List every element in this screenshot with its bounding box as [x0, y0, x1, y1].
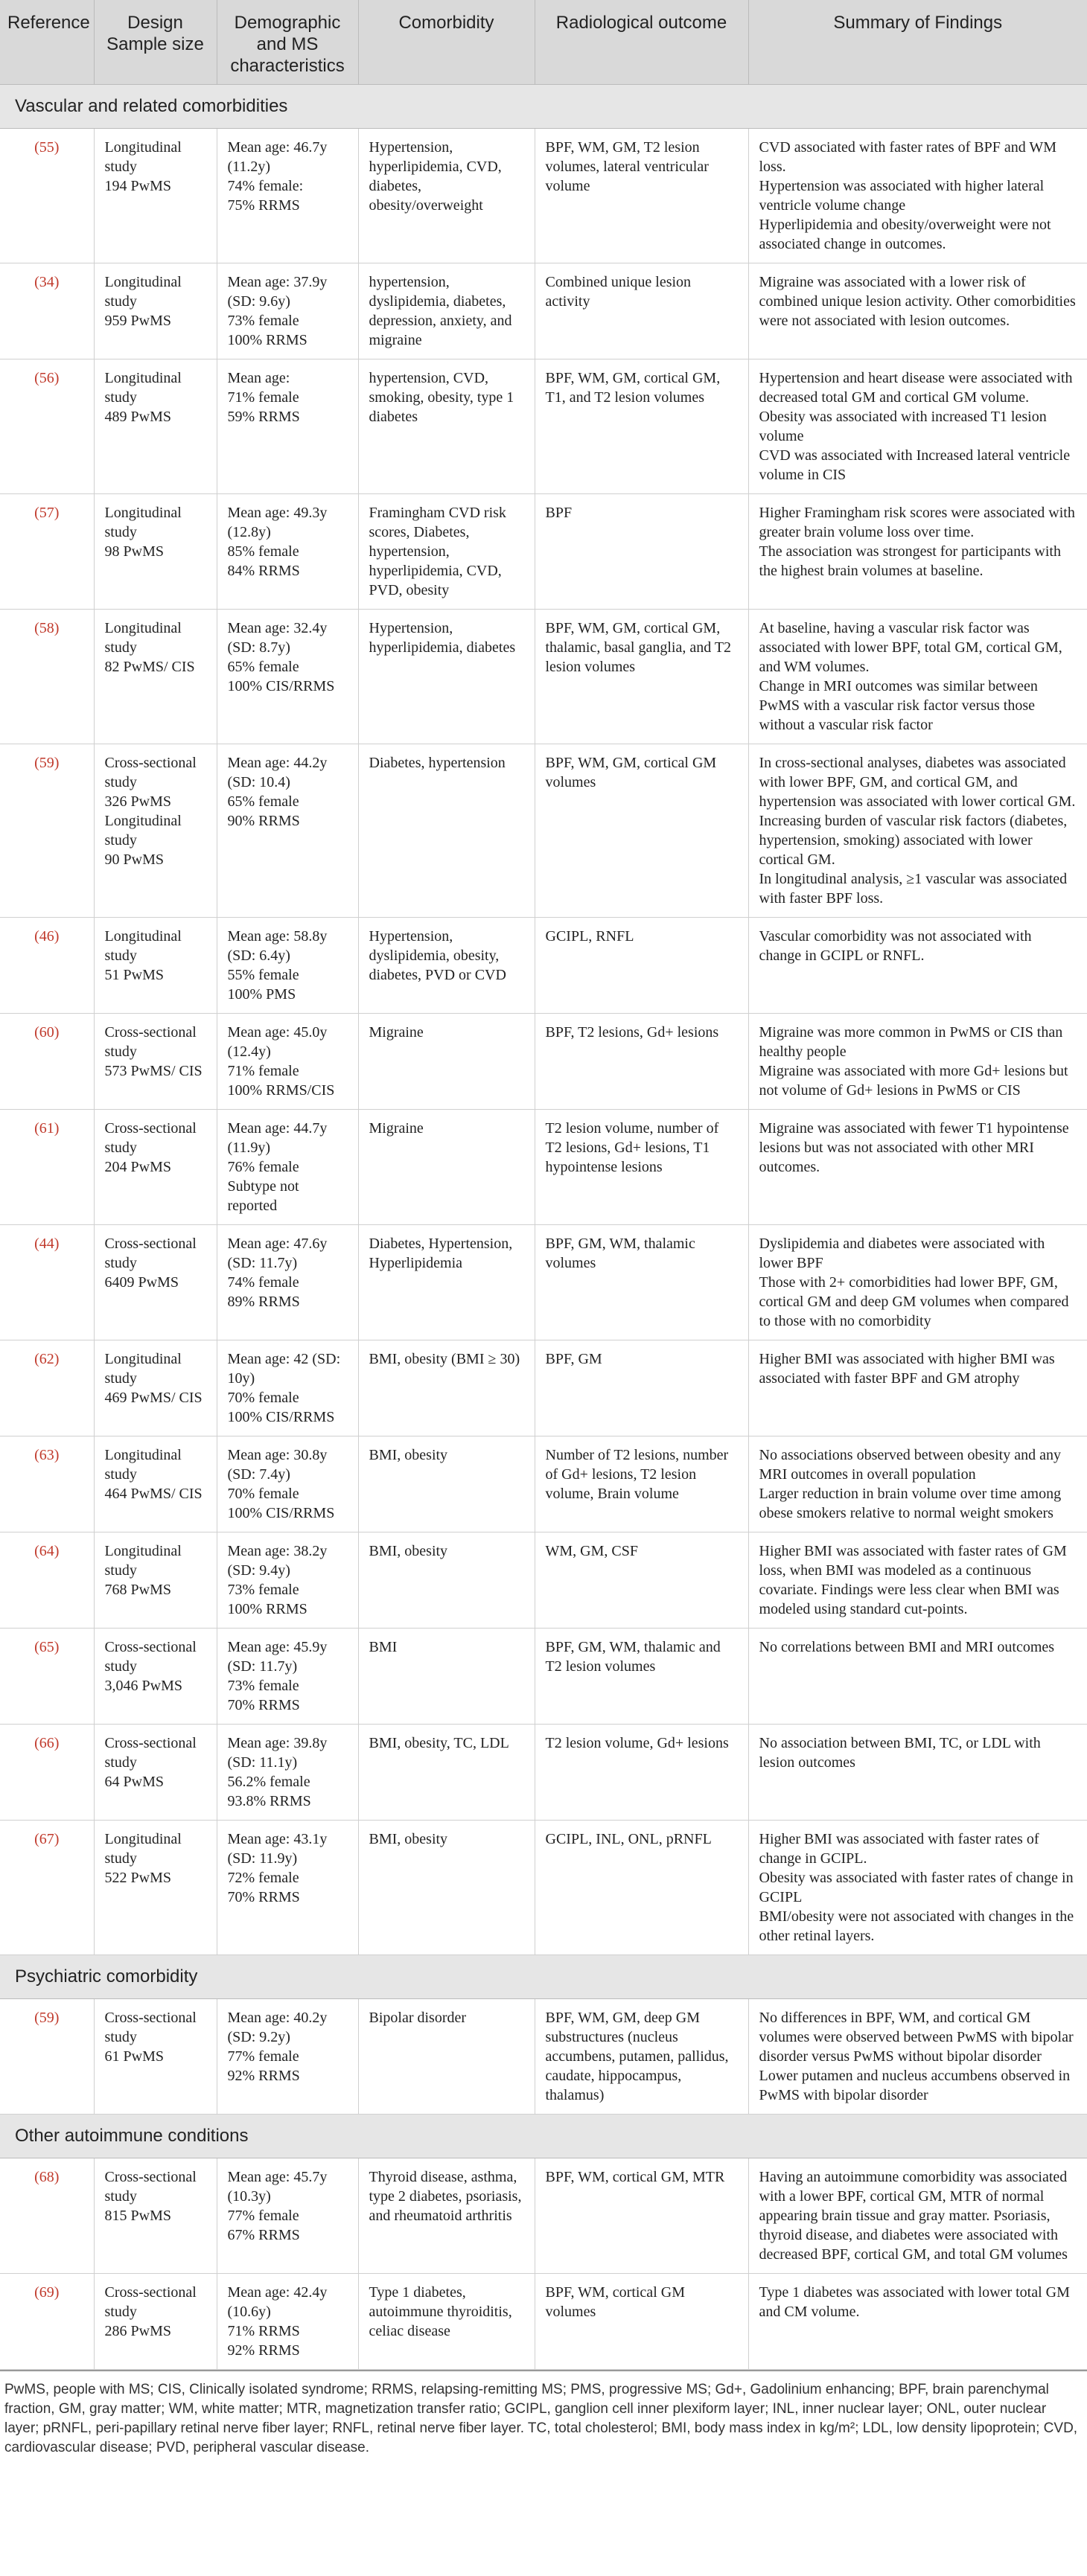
design-cell: Cross-sectional study 573 PwMS/ CIS	[94, 1014, 217, 1110]
demographics-cell: Mean age: 47.6y (SD: 11.7y) 74% female 89% RRMS	[217, 1225, 358, 1340]
reference-cell: (55)	[0, 129, 94, 263]
reference-cell: (66)	[0, 1725, 94, 1821]
header-comorbidity: Comorbidity	[358, 0, 535, 85]
reference-cell: (67)	[0, 1821, 94, 1955]
outcome-cell: WM, GM, CSF	[535, 1533, 748, 1629]
design-cell: Longitudinal study 464 PwMS/ CIS	[94, 1436, 217, 1533]
table-row	[0, 1533, 1087, 1629]
summary-cell: No correlations between BMI and MRI outcomes	[748, 1629, 1087, 1725]
design-cell: Cross-sectional study 61 PwMS	[94, 1999, 217, 2115]
demographics-cell: Mean age: 45.0y (12.4y) 71% female 100% RRMS/CIS	[217, 1014, 358, 1110]
table-row	[0, 1014, 1087, 1110]
demographics-cell: Mean age: 30.8y (SD: 7.4y) 70% female 100% CIS/RRMS	[217, 1436, 358, 1533]
summary-cell: Higher BMI was associated with higher BMI was associated with faster BPF and GM atrophy	[748, 1340, 1087, 1436]
table-row	[0, 1340, 1087, 1436]
reference-cell: (68)	[0, 2158, 94, 2274]
outcome-cell: GCIPL, INL, ONL, pRNFL	[535, 1821, 748, 1955]
table-footnote: PwMS, people with MS; CIS, Clinically isolated syndrome; RRMS, relapsing-remitting MS; PMS, progressive MS; Gd+, Gadolinium enhancing; BPF, brain parenchymal fraction, GM, gray matter; WM, white matter; MTR, magnetization transfer ratio; GCIPL, ganglion cell inner plexiform layer; INL, inner nuclear layer; ONL, outer nuclear layer; pRNFL, peri-papillary retinal nerve fiber layer; RNFL, retinal nerve fiber layer. TC, total cholesterol; BMI, body mass index in kg/m²; LDL, low density lipoprotein; CVD, cardiovascular disease; PVD, peripheral vascular disease.	[0, 2370, 1087, 2467]
design-cell: Longitudinal study 489 PwMS	[94, 359, 217, 494]
summary-cell: Having an autoimmune comorbidity was associated with a lower BPF, cortical GM, MTR of normal appearing brain tissue and gray matter. Psoriasis, thyroid disease, and diabetes were associated with decreased BPF, cortical GM, and total GM volumes	[748, 2158, 1087, 2274]
reference-cell: (34)	[0, 263, 94, 359]
design-cell: Cross-sectional study 6409 PwMS	[94, 1225, 217, 1340]
design-cell: Longitudinal study 98 PwMS	[94, 494, 217, 610]
table-header-row	[0, 0, 1087, 85]
demographics-cell: Mean age: 38.2y (SD: 9.4y) 73% female 100% RRMS	[217, 1533, 358, 1629]
table-row	[0, 2274, 1087, 2370]
design-cell: Longitudinal study 82 PwMS/ CIS	[94, 610, 217, 744]
summary-cell: In cross-sectional analyses, diabetes was associated with lower BPF, GM, and cortical GM, and hypertension was associated with lower cortical GM. Increasing burden of vascular risk factors (diabetes, hypertension, smoking) associated with lower cortical GM. In longitudinal analysis, ≥1 vascular was associated with faster BPF loss.	[748, 744, 1087, 918]
design-cell: Longitudinal study 51 PwMS	[94, 918, 217, 1014]
design-cell: Cross-sectional study 3,046 PwMS	[94, 1629, 217, 1725]
design-cell: Cross-sectional study 815 PwMS	[94, 2158, 217, 2274]
design-cell: Cross-sectional study 286 PwMS	[94, 2274, 217, 2370]
demographics-cell: Mean age: 58.8y (SD: 6.4y) 55% female 100% PMS	[217, 918, 358, 1014]
reference-cell: (60)	[0, 1014, 94, 1110]
comorbidity-cell: BMI, obesity	[358, 1821, 535, 1955]
demographics-cell: Mean age: 43.1y (SD: 11.9y) 72% female 70% RRMS	[217, 1821, 358, 1955]
header-radiological-outcome: Radiological outcome	[535, 0, 748, 85]
demographics-cell: Mean age: 49.3y (12.8y) 85% female 84% RRMS	[217, 494, 358, 610]
summary-cell: No associations observed between obesity and any MRI outcomes in overall population Larger reduction in brain volume over time among obese smokers relative to normal weight smokers	[748, 1436, 1087, 1533]
section-title: Other autoimmune conditions	[0, 2115, 1087, 2158]
design-cell: Cross-sectional study 326 PwMS Longitudinal study 90 PwMS	[94, 744, 217, 918]
comorbidity-cell: Migraine	[358, 1110, 535, 1225]
comorbidity-cell: Diabetes, hypertension	[358, 744, 535, 918]
reference-cell: (46)	[0, 918, 94, 1014]
demographics-cell: Mean age: 42 (SD: 10y) 70% female 100% CIS/RRMS	[217, 1340, 358, 1436]
outcome-cell: BPF, WM, cortical GM volumes	[535, 2274, 748, 2370]
comorbidity-cell: Hypertension, dyslipidemia, obesity, diabetes, PVD or CVD	[358, 918, 535, 1014]
outcome-cell: T2 lesion volume, Gd+ lesions	[535, 1725, 748, 1821]
reference-cell: (62)	[0, 1340, 94, 1436]
demographics-cell: Mean age: 40.2y (SD: 9.2y) 77% female 92% RRMS	[217, 1999, 358, 2115]
summary-cell: Migraine was more common in PwMS or CIS than healthy people Migraine was associated with more Gd+ lesions but not volume of Gd+ lesions in PwMS or CIS	[748, 1014, 1087, 1110]
design-cell: Longitudinal study 194 PwMS	[94, 129, 217, 263]
reference-cell: (64)	[0, 1533, 94, 1629]
summary-cell: At baseline, having a vascular risk factor was associated with lower BPF, total GM, cortical GM, and WM volumes. Change in MRI outcomes was similar between PwMS with a vascular risk factor versus those without a vascular risk factor	[748, 610, 1087, 744]
table-row	[0, 1725, 1087, 1821]
outcome-cell: BPF, WM, cortical GM, MTR	[535, 2158, 748, 2274]
comorbidity-cell: BMI, obesity	[358, 1436, 535, 1533]
demographics-cell: Mean age: 42.4y (10.6y) 71% RRMS 92% RRMS	[217, 2274, 358, 2370]
demographics-cell: Mean age: 32.4y (SD: 8.7y) 65% female 100% CIS/RRMS	[217, 610, 358, 744]
table-row	[0, 1821, 1087, 1955]
demographics-cell: Mean age: 37.9y (SD: 9.6y) 73% female 100% RRMS	[217, 263, 358, 359]
reference-cell: (56)	[0, 359, 94, 494]
outcome-cell: BPF, GM, WM, thalamic volumes	[535, 1225, 748, 1340]
outcome-cell: BPF, T2 lesions, Gd+ lesions	[535, 1014, 748, 1110]
comorbidity-cell: hypertension, dyslipidemia, diabetes, depression, anxiety, and migraine	[358, 263, 535, 359]
header-summary: Summary of Findings	[748, 0, 1087, 85]
comorbidity-cell: Framingham CVD risk scores, Diabetes, hypertension, hyperlipidemia, CVD, PVD, obesity	[358, 494, 535, 610]
demographics-cell: Mean age: 39.8y (SD: 11.1y) 56.2% female 93.8% RRMS	[217, 1725, 358, 1821]
table-row	[0, 918, 1087, 1014]
comorbidity-cell: BMI, obesity, TC, LDL	[358, 1725, 535, 1821]
comorbidity-cell: Hypertension, hyperlipidemia, diabetes	[358, 610, 535, 744]
summary-cell: No differences in BPF, WM, and cortical GM volumes were observed between PwMS with bipolar disorder versus PwMS without bipolar disorder Lower putamen and nucleus accumbens observed in PwMS with bipolar disorder	[748, 1999, 1087, 2115]
outcome-cell: BPF, GM, WM, thalamic and T2 lesion volumes	[535, 1629, 748, 1725]
summary-cell: CVD associated with faster rates of BPF and WM loss. Hypertension was associated with higher lateral ventricle volume change Hyperlipidemia and obesity/overweight were not associated change in outcomes.	[748, 129, 1087, 263]
demographics-cell: Mean age: 44.7y (11.9y) 76% female Subtype not reported	[217, 1110, 358, 1225]
table-row	[0, 1999, 1087, 2115]
reference-cell: (59)	[0, 1999, 94, 2115]
header-demographics: Demographic and MS characteristics	[217, 0, 358, 85]
comorbidity-cell: Bipolar disorder	[358, 1999, 535, 2115]
outcome-cell: GCIPL, RNFL	[535, 918, 748, 1014]
design-cell: Cross-sectional study 64 PwMS	[94, 1725, 217, 1821]
summary-cell: Higher BMI was associated with faster rates of GM loss, when BMI was modeled as a continuous covariate. Findings were less clear when BMI was modeled using standard cut-points.	[748, 1533, 1087, 1629]
design-cell: Longitudinal study 768 PwMS	[94, 1533, 217, 1629]
summary-cell: Migraine was associated with fewer T1 hypointense lesions but was not associated with other MRI outcomes.	[748, 1110, 1087, 1225]
table-row	[0, 263, 1087, 359]
outcome-cell: BPF	[535, 494, 748, 610]
demographics-cell: Mean age: 45.7y (10.3y) 77% female 67% RRMS	[217, 2158, 358, 2274]
table-body	[0, 85, 1087, 2370]
outcome-cell: BPF, WM, GM, cortical GM, T1, and T2 lesion volumes	[535, 359, 748, 494]
table-row	[0, 610, 1087, 744]
table-row	[0, 744, 1087, 918]
outcome-cell: Number of T2 lesions, number of Gd+ lesions, T2 lesion volume, Brain volume	[535, 1436, 748, 1533]
summary-cell: Higher Framingham risk scores were associated with greater brain volume loss over time. The association was strongest for participants with the highest brain volumes at baseline.	[748, 494, 1087, 610]
header-design: Design Sample size	[94, 0, 217, 85]
design-cell: Longitudinal study 959 PwMS	[94, 263, 217, 359]
table-row	[0, 494, 1087, 610]
demographics-cell: Mean age: 46.7y (11.2y) 74% female: 75% RRMS	[217, 129, 358, 263]
comorbidity-cell: Migraine	[358, 1014, 535, 1110]
reference-cell: (61)	[0, 1110, 94, 1225]
design-cell: Longitudinal study 522 PwMS	[94, 1821, 217, 1955]
summary-cell: Dyslipidemia and diabetes were associated with lower BPF Those with 2+ comorbidities had lower BPF, GM, cortical GM and deep GM volumes when compared to those with no comorbidity	[748, 1225, 1087, 1340]
design-cell: Longitudinal study 469 PwMS/ CIS	[94, 1340, 217, 1436]
reference-cell: (58)	[0, 610, 94, 744]
outcome-cell: BPF, WM, GM, cortical GM, thalamic, basal ganglia, and T2 lesion volumes	[535, 610, 748, 744]
table-row	[0, 129, 1087, 263]
comorbidity-cell: Hypertension, hyperlipidemia, CVD, diabetes, obesity/overweight	[358, 129, 535, 263]
outcome-cell: T2 lesion volume, number of T2 lesions, Gd+ lesions, T1 hypointense lesions	[535, 1110, 748, 1225]
section-header-row	[0, 2115, 1087, 2158]
table-row	[0, 1110, 1087, 1225]
outcome-cell: BPF, WM, GM, T2 lesion volumes, lateral ventricular volume	[535, 129, 748, 263]
header-reference: Reference	[0, 0, 94, 85]
reference-cell: (59)	[0, 744, 94, 918]
table-row	[0, 1436, 1087, 1533]
reference-cell: (63)	[0, 1436, 94, 1533]
outcome-cell: BPF, WM, GM, deep GM substructures (nucleus accumbens, putamen, pallidus, caudate, hippocampus, thalamus)	[535, 1999, 748, 2115]
summary-cell: No association between BMI, TC, or LDL with lesion outcomes	[748, 1725, 1087, 1821]
comorbidity-cell: Type 1 diabetes, autoimmune thyroiditis, celiac disease	[358, 2274, 535, 2370]
outcome-cell: BPF, GM	[535, 1340, 748, 1436]
comorbidity-cell: Diabetes, Hypertension, Hyperlipidemia	[358, 1225, 535, 1340]
comorbidity-cell: BMI, obesity (BMI ≥ 30)	[358, 1340, 535, 1436]
outcome-cell: Combined unique lesion activity	[535, 263, 748, 359]
comorbidity-cell: BMI, obesity	[358, 1533, 535, 1629]
table-row	[0, 359, 1087, 494]
summary-cell: Hypertension and heart disease were associated with decreased total GM and cortical GM volume. Obesity was associated with increased T1 lesion volume CVD was associated with Increased lateral ventricle volume in CIS	[748, 359, 1087, 494]
reference-cell: (57)	[0, 494, 94, 610]
section-title: Vascular and related comorbidities	[0, 85, 1087, 129]
comorbidity-cell: BMI	[358, 1629, 535, 1725]
comorbidity-cell: hypertension, CVD, smoking, obesity, type 1 diabetes	[358, 359, 535, 494]
section-header-row	[0, 1955, 1087, 1999]
summary-cell: Vascular comorbidity was not associated with change in GCIPL or RNFL.	[748, 918, 1087, 1014]
comorbidity-cell: Thyroid disease, asthma, type 2 diabetes, psoriasis, and rheumatoid arthritis	[358, 2158, 535, 2274]
reference-cell: (69)	[0, 2274, 94, 2370]
reference-cell: (65)	[0, 1629, 94, 1725]
outcome-cell: BPF, WM, GM, cortical GM volumes	[535, 744, 748, 918]
summary-cell: Type 1 diabetes was associated with lower total GM and CM volume.	[748, 2274, 1087, 2370]
table-row	[0, 1225, 1087, 1340]
section-title: Psychiatric comorbidity	[0, 1955, 1087, 1999]
table-row	[0, 2158, 1087, 2274]
demographics-cell: Mean age: 71% female 59% RRMS	[217, 359, 358, 494]
summary-cell: Higher BMI was associated with faster rates of change in GCIPL. Obesity was associated with faster rates of change in GCIPL BMI/obesity were not associated with changes in the other retinal layers.	[748, 1821, 1087, 1955]
reference-cell: (44)	[0, 1225, 94, 1340]
summary-cell: Migraine was associated with a lower risk of combined unique lesion activity. Other comorbidities were not associated with lesion outcomes.	[748, 263, 1087, 359]
design-cell: Cross-sectional study 204 PwMS	[94, 1110, 217, 1225]
table-row	[0, 1629, 1087, 1725]
demographics-cell: Mean age: 45.9y (SD: 11.7y) 73% female 70% RRMS	[217, 1629, 358, 1725]
demographics-cell: Mean age: 44.2y (SD: 10.4) 65% female 90% RRMS	[217, 744, 358, 918]
section-header-row	[0, 85, 1087, 129]
